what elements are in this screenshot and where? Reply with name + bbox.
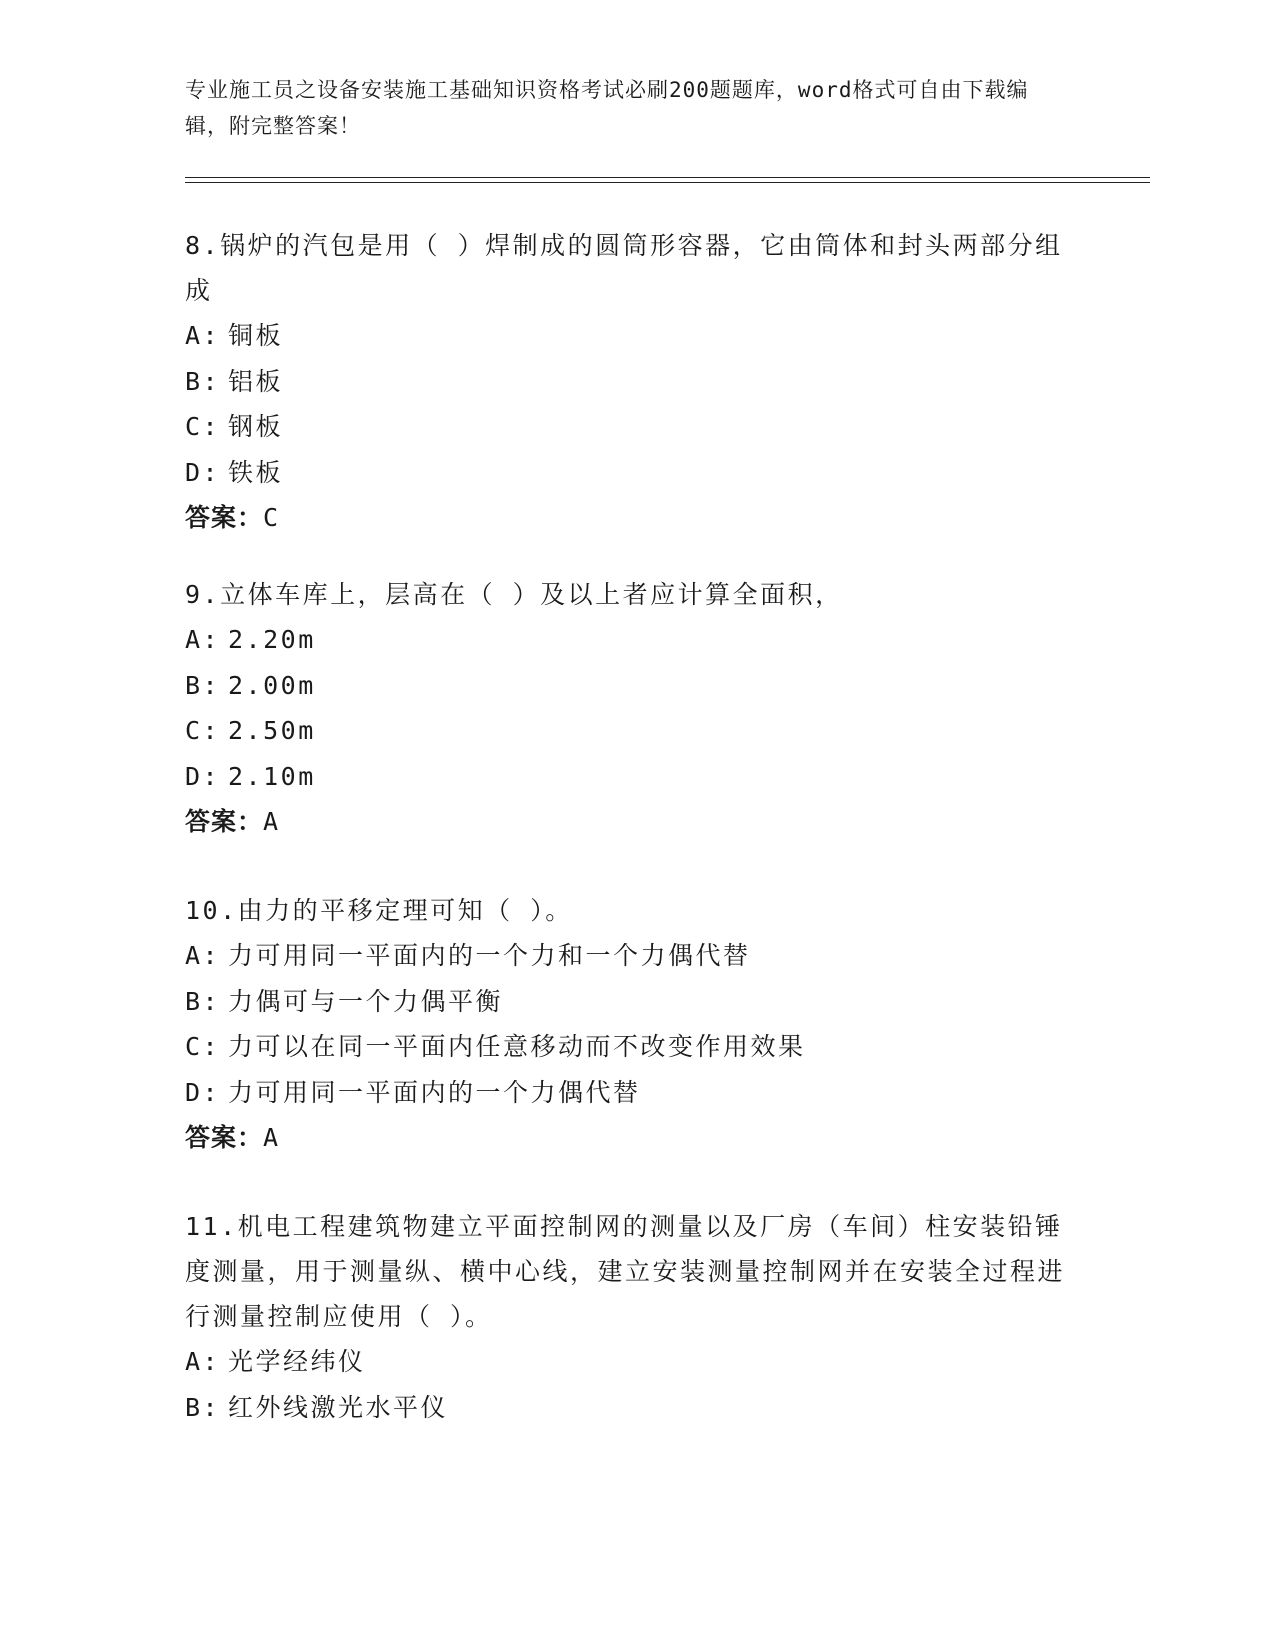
question-item — [185, 572, 1065, 845]
question-stem: 11.机电工程建筑物建立平面控制网的测量以及厂房（车间）柱安装铅锤度测量，用于测量纵、横中心线，建立安装测量控制网并在安装全过程进行测量控制应使用（ ）。 — [185, 1212, 1066, 1331]
option-c — [185, 404, 1065, 450]
answer-label: 答案： — [185, 1123, 264, 1152]
option-letter: B: — [185, 986, 221, 1016]
option-d — [185, 754, 1065, 800]
option-letter: C: — [185, 716, 221, 745]
option-text: 力可用同一平面内的一个力偶代替 — [228, 1077, 641, 1107]
option-b — [185, 979, 1065, 1025]
option-text: 力可用同一平面内的一个力和一个力偶代替 — [228, 941, 751, 970]
question-item — [185, 223, 1065, 541]
option-b — [185, 359, 1065, 405]
option-letter: A: — [185, 625, 221, 654]
option-a — [185, 617, 1065, 663]
option-text: 2.00m — [228, 670, 316, 700]
option-a — [185, 933, 1065, 979]
question-stem: 9.立体车库上，层高在（ ）及以上者应计算全面积， — [185, 580, 843, 609]
option-c — [185, 708, 1065, 754]
option-letter: B: — [185, 670, 221, 700]
option-letter: A: — [185, 941, 221, 970]
question-stem: 8.锅炉的汽包是用（ ）焊制成的圆筒形容器，它由筒体和封头两部分组成 — [185, 231, 1063, 305]
option-text: 铁板 — [228, 457, 284, 487]
option-d — [185, 450, 1065, 496]
answer-value: A — [263, 1123, 280, 1152]
option-text: 2.50m — [228, 716, 316, 745]
option-letter: C: — [185, 1032, 221, 1061]
option-letter: B: — [185, 1392, 221, 1422]
option-text: 红外线激光水平仪 — [228, 1392, 449, 1422]
option-d — [185, 1070, 1065, 1116]
option-letter: A: — [185, 1347, 221, 1376]
option-letter: D: — [185, 761, 221, 791]
option-letter: D: — [185, 457, 221, 487]
option-text: 铜板 — [228, 321, 284, 350]
question-item — [185, 888, 1065, 1161]
answer-line — [185, 1115, 1065, 1161]
option-text: 2.20m — [228, 625, 316, 654]
answer-value: C — [263, 503, 280, 532]
answer-label: 答案： — [185, 807, 264, 836]
option-text: 力可以在同一平面内任意移动而不改变作用效果 — [228, 1032, 806, 1061]
question-stem: 10.由力的平移定理可知（ ）。 — [185, 896, 573, 925]
option-text: 铝板 — [228, 366, 284, 396]
option-text: 光学经纬仪 — [228, 1347, 366, 1376]
document-header: 专业施工员之设备安装施工基础知识资格考试必刷200题题库，word格式可自由下载编辑，附完整答案！ — [185, 78, 1029, 138]
option-b — [185, 1385, 1065, 1431]
option-c — [185, 1024, 1065, 1070]
answer-line — [185, 799, 1065, 845]
question-item — [185, 1204, 1065, 1430]
option-letter: B: — [185, 366, 221, 396]
option-letter: A: — [185, 321, 221, 350]
option-text: 力偶可与一个力偶平衡 — [228, 986, 504, 1016]
option-b — [185, 663, 1065, 709]
answer-line — [185, 495, 1065, 541]
option-letter: D: — [185, 1077, 221, 1107]
header-divider-bottom — [185, 182, 1150, 183]
option-a — [185, 1339, 1065, 1385]
option-letter: C: — [185, 412, 221, 441]
header-divider-top — [185, 177, 1150, 178]
answer-value: A — [263, 807, 280, 836]
option-text: 钢板 — [228, 412, 284, 441]
answer-label: 答案： — [185, 503, 264, 532]
option-a — [185, 313, 1065, 359]
option-text: 2.10m — [228, 761, 316, 791]
